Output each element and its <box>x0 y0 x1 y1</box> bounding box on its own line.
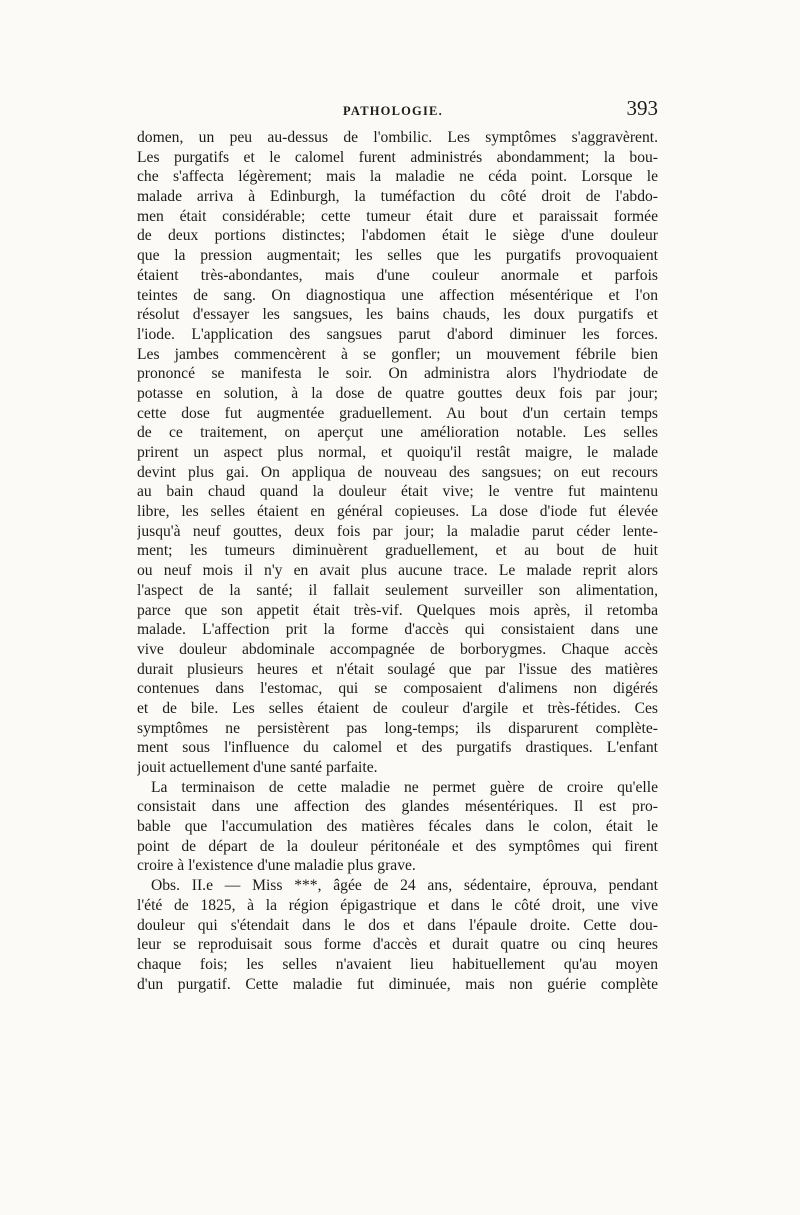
text-line: point de départ de la douleur péritonéale et des symptômes qui firent <box>137 837 658 855</box>
text-line: ment; les tumeurs diminuèrent graduellement, et au bout de huit <box>137 542 658 560</box>
text-line: résolut d'essayer les sangsues, les bains chauds, les doux purgatifs et <box>137 306 658 324</box>
text-line: d'un purgatif. Cette maladie fut diminuée, mais non guérie complète <box>137 975 658 993</box>
text-line: prononcé se manifesta le soir. On administra alors l'hydriodate de <box>137 365 658 383</box>
text-line: consistait dans une affection des glandes mésentériques. Il est pro- <box>137 798 658 816</box>
text-line: libre, les selles étaient en général copieuses. La dose d'iode fut élevée <box>137 503 658 521</box>
text-line: vive douleur abdominale accompagnée de borborygmes. Chaque accès <box>137 640 658 658</box>
text-line: chaque fois; les selles n'avaient lieu habituellement qu'au moyen <box>137 955 658 973</box>
text-line: l'aspect de la santé; il fallait seulement surveiller son alimentation, <box>137 581 658 599</box>
text-line: douleur qui s'étendait dans le dos et dans l'épaule droite. Cette dou- <box>137 916 658 934</box>
text-line: que la pression augmentait; les selles que les purgatifs provoquaient <box>137 247 658 265</box>
text-line: étaient très-abondantes, mais d'une couleur anormale et parfois <box>137 266 658 284</box>
text-line: croire à l'existence d'une maladie plus grave. <box>137 857 416 875</box>
text-line: leur se reproduisait sous forme d'accès et durait quatre ou cinq heures <box>137 936 658 954</box>
text-line: teintes de sang. On diagnostiqua une affection mésentérique et l'on <box>137 286 658 304</box>
text-line: jouit actuellement d'une santé parfaite. <box>137 759 378 776</box>
text-line: ou neuf mois il n'y en avait plus aucune trace. Le malade reprit alors <box>137 562 658 580</box>
text-line: de ce traitement, on aperçut une amélioration notable. Les selles <box>137 424 658 442</box>
text-line: l'iode. L'application des sangsues parut d'abord diminuer les forces. <box>137 325 658 343</box>
page-number: 393 <box>626 96 658 120</box>
text-line: l'été de 1825, à la région épigastrique et dans le côté droit, une vive <box>137 896 658 914</box>
text-line: au bain chaud quand la douleur était vive; le ventre fut maintenu <box>137 483 658 501</box>
text-line: prirent un aspect plus normal, et quoiqu'il restât maigre, le malade <box>137 444 658 461</box>
text-line: durait plusieurs heures et n'était soulagé que par l'issue des matières <box>137 660 658 678</box>
text-line: malade. L'affection prit la forme d'accès qui consistaient dans une <box>137 621 658 639</box>
text-line: domen, un peu au-dessus de l'ombilic. Les symptômes s'aggravèrent. <box>137 129 658 146</box>
text-line: Obs. II.e — Miss ***, âgée de 24 ans, sédentaire, éprouva, pendant <box>151 877 658 895</box>
text-line: La terminaison de cette maladie ne permet guère de croire qu'elle <box>151 778 658 796</box>
running-title: PATHOLOGIE. <box>343 104 443 118</box>
text-line: parce que son appetit était très-vif. Quelques mois après, il retomba <box>137 601 658 619</box>
page-header <box>138 96 658 126</box>
text-line: che s'affecta légèrement; mais la maladie ne céda point. Lorsque le <box>137 168 658 186</box>
body-text <box>137 128 658 994</box>
text-line: malade arriva à Edinburgh, la tuméfaction du côté droit de l'abdo- <box>137 188 658 206</box>
text-line: symptômes ne persistèrent pas long-temps; ils disparurent complète- <box>137 719 658 737</box>
text-line: Les jambes commencèrent à se gonfler; un mouvement fébrile bien <box>137 345 658 363</box>
text-line: Les purgatifs et le calomel furent administrés abondamment; la bou- <box>137 148 658 166</box>
text-line: de deux portions distinctes; l'abdomen était le siège d'une douleur <box>137 227 658 245</box>
text-line: ment sous l'influence du calomel et des purgatifs drastiques. L'enfant <box>137 739 658 757</box>
text-line: contenues dans l'estomac, qui se composaient d'alimens non digérés <box>137 680 658 698</box>
text-line: et de bile. Les selles étaient de couleur d'argile et très-fétides. Ces <box>137 699 658 717</box>
text-line: devint plus gai. On appliqua de nouveau des sangsues; on eut recours <box>137 463 658 481</box>
text-line: potasse en solution, à la dose de quatre gouttes deux fois par jour; <box>137 384 658 402</box>
text-line: cette dose fut augmentée graduellement. Au bout d'un certain temps <box>137 404 658 422</box>
text-line: men était considérable; cette tumeur était dure et paraissait formée <box>137 207 658 225</box>
text-line: bable que l'accumulation des matières fécales dans le colon, était le <box>137 818 658 836</box>
text-line: jusqu'à neuf gouttes, deux fois par jour; la maladie parut céder lente- <box>137 522 658 540</box>
